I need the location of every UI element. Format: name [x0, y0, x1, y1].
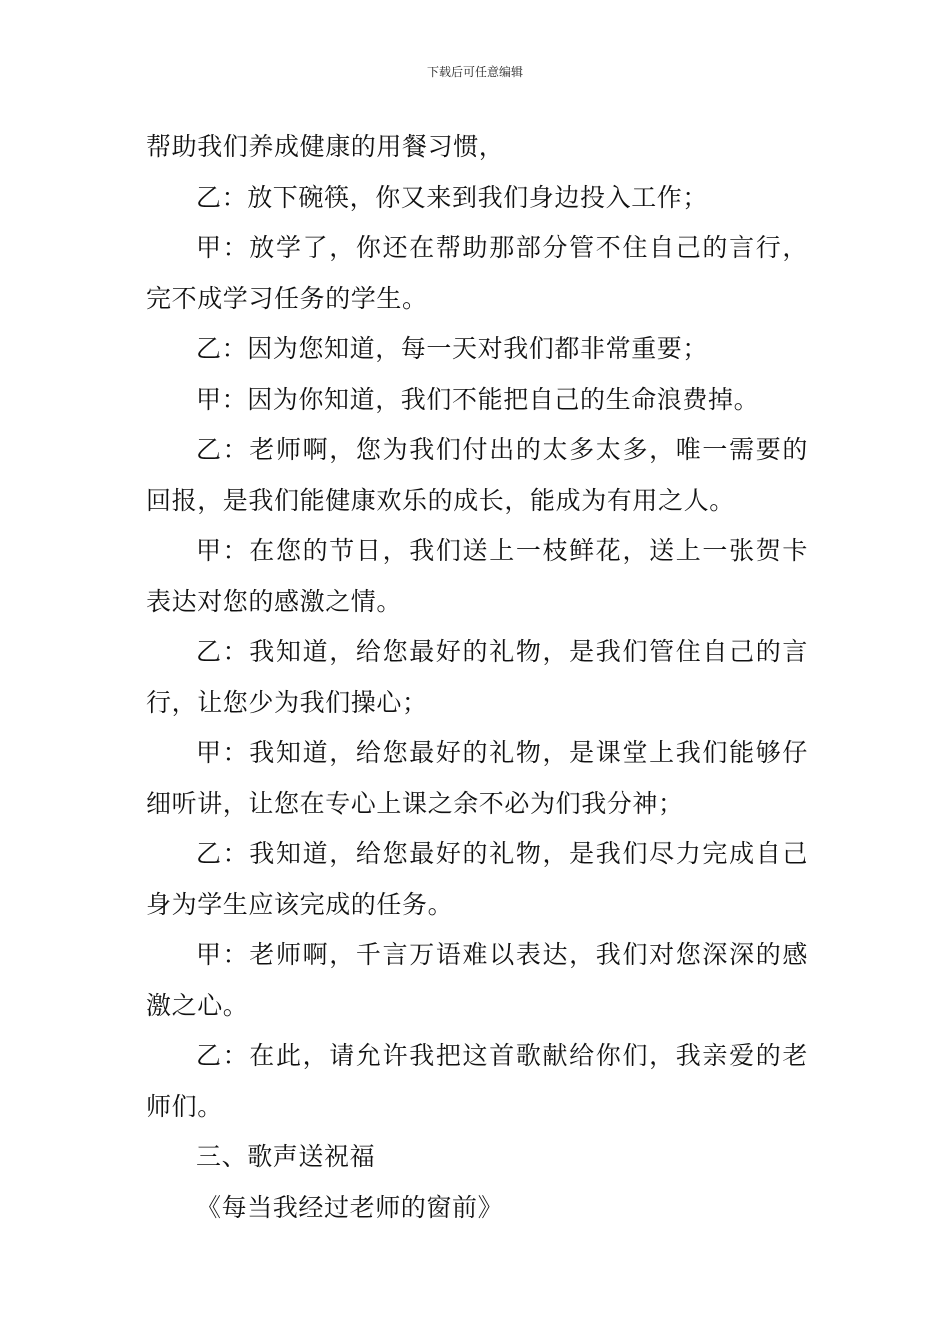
paragraph: 甲：我知道，给您最好的礼物，是课堂上我们能够仔细听讲，让您在专心上课之余不必为们我分神；: [146, 738, 808, 818]
page-header: 下载后可任意编辑: [426, 65, 523, 79]
document-body: [146, 122, 808, 1233]
paragraph: 乙：我知道，给您最好的礼物，是我们管住自己的言行，让您少为我们操心；: [146, 637, 808, 717]
paragraph: 甲：因为你知道，我们不能把自己的生命浪费掉。: [196, 384, 760, 414]
paragraph: 乙：老师啊，您为我们付出的太多太多，唯一需要的回报，是我们能健康欢乐的成长，能成为有用之人。: [146, 435, 808, 515]
paragraph: 乙：在此，请允许我把这首歌献给你们，我亲爱的老师们。: [146, 1041, 808, 1121]
paragraph: 甲：老师啊，千言万语难以表达，我们对您深深的感激之心。: [146, 940, 808, 1020]
paragraph: 甲：放学了，你还在帮助那部分管不住自己的言行，完不成学习任务的学生。: [146, 233, 808, 313]
song-title: 《每当我经过老师的窗前》: [196, 1192, 504, 1222]
paragraph: 乙：我知道，给您最好的礼物，是我们尽力完成自己身为学生应该完成的任务。: [146, 839, 808, 919]
paragraph: 帮助我们养成健康的用餐习惯，: [146, 132, 505, 161]
paragraph: 甲：在您的节日，我们送上一枝鲜花，送上一张贺卡表达对您的感激之情。: [146, 536, 808, 616]
paragraph: 乙：放下碗筷，你又来到我们身边投入工作；: [196, 182, 709, 212]
section-heading: 三、歌声送祝福: [196, 1142, 376, 1171]
paragraph: 乙：因为您知道，每一天对我们都非常重要；: [196, 334, 709, 363]
